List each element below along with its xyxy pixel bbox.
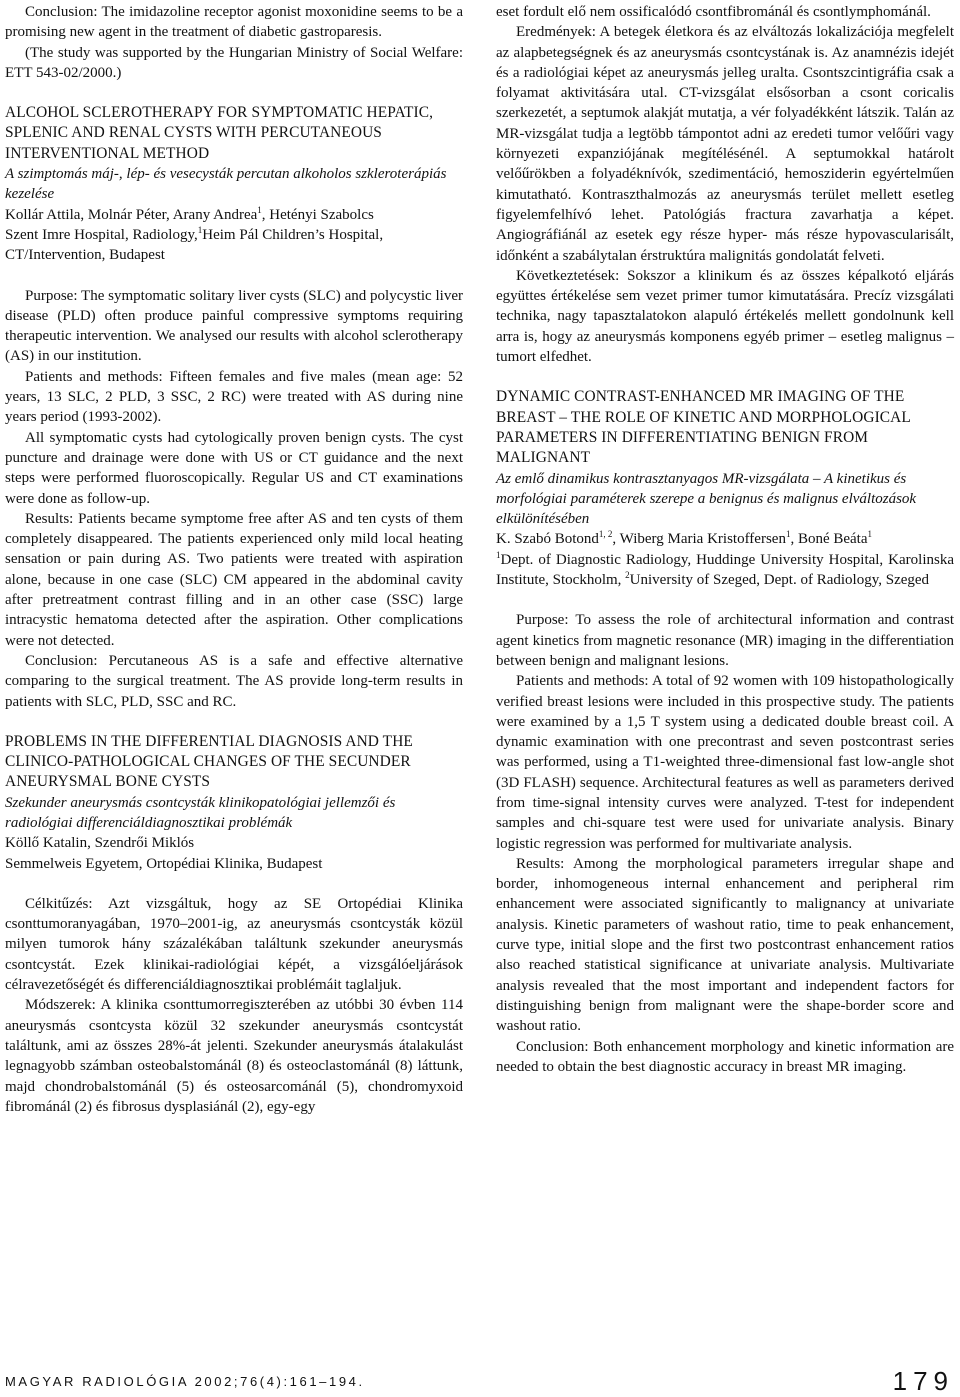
authors-text: , Wiberg Maria Kristoffersen — [612, 531, 786, 548]
abstract-affiliation — [5, 225, 463, 266]
abstract-results: Results: Among the morphological parameters irregular shape and border, inhomogeneous internal enhancement and peripheral rim enhancement were associated significantly to malignancy at univariate analysis. Kinetic parameters of washout ratio, time to peak enhancement, curve type, initial slope and the first two postcontrast enhancement ratios also reached statistical significance at univariate analysis. Multivariate analysis revealed that the most important and independent factors for distinguishing benign from malignant were the shape-border score and washout ratio. — [496, 855, 954, 1035]
abstract-purpose: Purpose: To assess the role of architectural information and contrast agent kinetics from magnetic resonance (MR) imaging in the differentiation between benign and malignant lesions. — [496, 612, 954, 669]
abstract-subtitle: Szekunder aneurysmás csontcysták klinikopatológiai jellemzői és radiológiai differenciáldiagnosztikai problémák — [5, 794, 396, 831]
affiliation-marker: 1 — [785, 529, 791, 540]
affiliation-text: University of Szeged, Dept. of Radiology, Szeged — [629, 572, 930, 589]
abstract-methods: Patients and methods: Fifteen females and five males (mean age: 52 years, 13 SLC, 2 PLD, 3 SSC, 2 RC) were treated with AS during nine years period (1993-2002). — [5, 368, 463, 426]
authors-text: Kollár Attila, Molnár Péter, Arany Andrea — [5, 206, 258, 223]
affiliation-text: Szent Imre Hospital, Radiology, — [5, 226, 198, 243]
abstract-results: Results: Patients became symptome free after AS and ten cysts of them completely disappeared. The patients experienced only mild local heating sensation or pain during AS. Two patients were treated with aspiration alone, because in one case (SLC) CM appeared in the abdominal cavity after pretreatment contrast filling and in an other case (SSC) large intracystic hematoma detected after the aspiration. Other complications were not detected. — [5, 510, 463, 649]
abstract-affiliation — [496, 550, 954, 591]
prev-support-note: (The study was supported by the Hungarian Ministry of Social Welfare: ETT 543-02/2000.) — [5, 44, 463, 81]
left-column — [5, 2, 463, 1117]
abstract-purpose: Purpose: The symptomatic solitary liver cysts (SLC) and polycystic liver disease (PLD) often produce painful compressive symptoms requiring therapeutic intervention. We analysed our results with alcohol sclerotherapy (AS) in our institution. — [5, 287, 463, 365]
authors-text: K. Szabó Botond — [496, 531, 599, 548]
abstract-title: ALCOHOL SCLEROTHERAPY FOR SYMPTOMATIC HEPATIC, SPLENIC AND RENAL CYSTS WITH PERCUTANEOUS INTERVENTIONAL METHOD — [5, 104, 434, 162]
affiliation-text: Heim Pál Children’s Hospital, CT/Intervention, Budapest — [5, 226, 384, 264]
abstract-authors — [5, 205, 463, 225]
right-column — [496, 2, 954, 1077]
abstract-subtitle: A szimptomás máj-, lép- és vesecysták percutan alkoholos szkleroterápiás kezelése — [5, 166, 447, 203]
affiliation-marker: 1 — [867, 529, 873, 540]
authors-text: , Hetényi Szabolcs — [261, 206, 374, 223]
affiliation-marker: 1 — [496, 549, 501, 560]
abstract-aim: Célkitűzés: Azt vizsgáltuk, hogy az SE Ortopédiai Klinika csonttumoranyagában, 1970–2001-ig, az aneurysmás csontcysták közül milyen tumorok hány százalékában találtunk szekunder aneurysmás csontcystát. Ezek klinikai-radiológiai képét, a vizsgálóeljárások célravezetőségét és differenciáldiagnosztikai problémáit taglaljuk. — [5, 895, 463, 994]
affiliation-marker: 1 — [257, 204, 262, 215]
page-number: 179 — [892, 1366, 954, 1396]
prev-conclusion: Conclusion: The imidazoline receptor agonist moxonidine seems to be a promising new agent in the treatment of diabetic gastroparesis. — [5, 4, 463, 41]
abstract-methods: Patients and methods: A total of 92 women with 109 histopathologically verified breast lesions were included in this prospective study. The patients were examined by a 1,5 T system using a dedicated double breast coil. A dynamic examination with one precontrast and seven postcontrast series was performed, using a T1-weighted three-dimensional fast low-angle shot (3D FLASH) sequence. Architectural features as well as parameters derived from time-signal intensity curves were analyzed. T-test for independent samples and chi-square test were used for univariate analysis. Binary logistic regression was performed for multivariate analysis. — [496, 673, 954, 852]
authors-text: , Boné Beáta — [790, 531, 868, 548]
abstract-methods-cont: All symptomatic cysts had cytologically proven benign cysts. The cyst puncture and drainage were done with US or CT guidance and the next steps were performed fluoroscopically. Regular US and CT examinations were done as follow-up. — [5, 429, 463, 507]
abstract-breast-mr-imaging — [496, 387, 954, 1077]
abstract-methods: Módszerek: A klinika csonttumorregiszterében az utóbbi 30 évben 114 aneurysmás csontcysta közül 32 szekunder aneurysmás csontcystát találtunk, ami az összes 28%-át jelenti. Szekunder aneurysmás átalakulást legnagyobb számban osteobalstománál (8) és osteoclastománál (8) láttunk, majd chondrobalstománál (5) és osteosarcománál (5), chondromyxoid fibrománál (2) és fibrosus dysplasiánál (2), egy-egy — [5, 997, 463, 1115]
abstract-affiliation: Semmelweis Egyetem, Ortopédiai Klinika, Budapest — [5, 855, 323, 872]
abstract-title: DYNAMIC CONTRAST-ENHANCED MR IMAGING OF THE BREAST – THE ROLE OF KINETIC AND MORPHOLOGICAL PARAMETERS IN DIFFERENTIATING BENIGN FROM MALIGNANT — [496, 388, 911, 467]
abstract-methods-tail: eset fordult elő nem ossificalódó csontfibrománál és csontlymphománál. — [496, 4, 931, 20]
affiliation-marker: 1 — [197, 224, 203, 235]
abstract-alcohol-sclerotherapy — [5, 103, 463, 712]
journal-citation: MAGYAR RADIOLÓGIA 2002;76(4):161–194. — [5, 1374, 365, 1389]
abstract-authors — [496, 529, 954, 549]
affiliation-text: Dept. of Diagnostic Radiology, Huddinge University Hospital, Karolinska Institute, Stockholm, — [496, 551, 954, 589]
abstract-conclusion: Következtetések: Sokszor a klinikum és az összes képalkotó eljárás együttes értékelése sem vezet primer tumor kimutatására. Precíz vizsgálati technika, nagy tapasztalatokon alapuló értékelés mellett gondolnunk kell arra is, hogy az aneurysmás komponens egyéb primer – esetleg malignus – tumort elfedhet. — [496, 267, 954, 366]
abstract-title: PROBLEMS IN THE DIFFERENTIAL DIAGNOSIS AND THE CLINICO-PATHOLOGICAL CHANGES OF THE SECUNDER ANEURYSMAL BONE CYSTS — [5, 732, 413, 791]
abstract-authors: Köllő Katalin, Szendrői Miklós — [5, 835, 195, 852]
abstract-subtitle: Az emlő dinamikus kontrasztanyagos MR-vizsgálata – A kinetikus és morfológiai paraméterek szerepe a benignus és malignus elváltozások elkülönítésében — [496, 470, 917, 528]
abstract-conclusion: Conclusion: Percutaneous AS is a safe and effective alternative comparing to the surgical treatment. The AS provide long-term results in patients with SLC, PLD, SSC and RC. — [5, 652, 463, 710]
page-footer — [5, 1366, 954, 1396]
abstract-results: Eredmények: A betegek életkora és az elváltozás lokalizációja megfelelt az alapbetegségnek és az aneurysmás csontcystának is. Az anamnézis idejét és a radiológiai képet az aneurysmás jelleg uralta. Csontszcintigráfia csak a folyamat aktivitására utal. CT-vizsgálat elsősorban a csont coricalis szerkezetét, a septumok alakját mutatja, a vér folyadékként látszik. Talán az MR-vizsgálat tudja a legtöbb támpontot adni az eredeti tumor velőűri vagy környezeti expanziójának megítélésénél. A septumokkal határolt velőűrökben a folyadéknívók, szedimentáció, hemosziderin egyértelműen kimutatható. Kontraszthalmozás az aneurysmás terület mellett esetleg figyelemfelhívó lehet. Patológiás fractura zavarhatja a képet. Angiográfiánál az esetek egy része hyper- más része hypovascularisált, időnként a szabálytalan érstruktúra malignitás gondolatát felveti. — [496, 24, 954, 264]
abstract-aneurysmal-bone-cysts — [5, 732, 463, 1117]
affiliation-marker: 2 — [625, 570, 630, 581]
affiliation-marker: 1, 2 — [598, 529, 613, 540]
abstract-conclusion: Conclusion: Both enhancement morphology and kinetic information are needed to obtain the best diagnostic accuracy in breast MR imaging. — [496, 1038, 954, 1075]
